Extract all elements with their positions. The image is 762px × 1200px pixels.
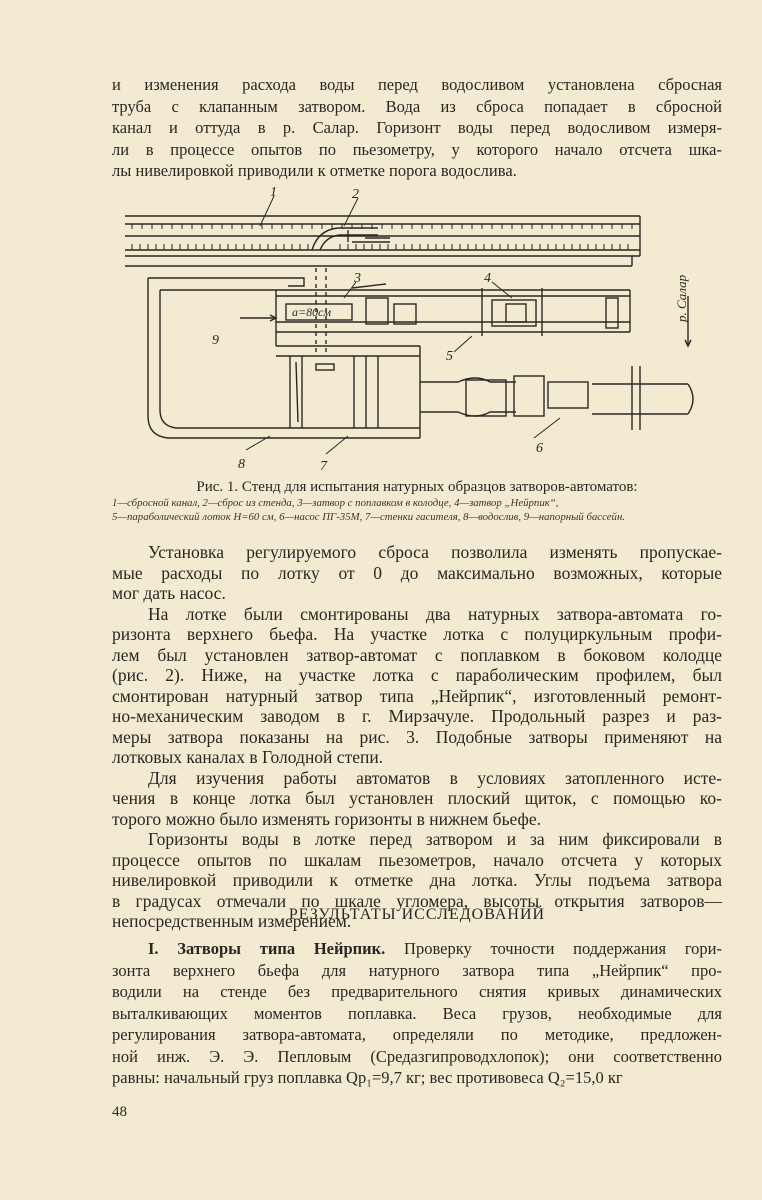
text-line: чения в конце лотка был установлен плоский щиток, с помощью ко- xyxy=(112,788,722,808)
text-line: Установка регулируемого сброса позволила изменять пропускае- xyxy=(148,542,722,562)
label-3: 3 xyxy=(354,271,361,286)
text-line: (рис. 2). Ниже, на участке лотка с параболическим профилем, был xyxy=(112,665,722,685)
body-paragraphs xyxy=(112,542,722,932)
text-line: ли в процессе опытов по пьезометру, у которого начало отсчета шка- xyxy=(112,139,722,159)
text-line: водили на стенде без предварительного снятия кривых динамических xyxy=(112,982,722,1001)
results-paragraph xyxy=(112,938,722,1089)
text-line: лотковых каналах в Голодной степи. xyxy=(112,747,384,767)
legend-line: 5—параболический лоток H=60 см, 6—насос ПГ-35М, 7—стенки гасителя, 8—водослив, 9—напорный бассейн. xyxy=(112,511,625,523)
results-line-start: Проверку точности поддержания гори- xyxy=(385,939,722,958)
figure-legend xyxy=(112,496,722,524)
text-line: непосредственным измерением. xyxy=(112,911,352,931)
label-8: 8 xyxy=(238,457,245,472)
label-4: 4 xyxy=(484,271,491,286)
page-number: 48 xyxy=(112,1104,127,1120)
text-line: лы нивелировкой приводили к отметке порога водослива. xyxy=(112,161,517,180)
text-line: нивелировкой приводили к отметке дна лотка. Углы подъема затвора xyxy=(112,870,722,890)
river-label: р. Салар xyxy=(674,274,689,322)
text-line: равны: начальный груз поплавка Qр₁=9,7 кг; вес противовеса Q₂=15,0 кг xyxy=(112,1068,623,1087)
text-line xyxy=(112,938,722,960)
text-line: но-механическим заводом в г. Мирзачуле. Продольный разрез и раз- xyxy=(112,706,722,726)
text-line: ной инж. Э. Э. Пепловым (Средазгипроводхлопок); они соответственно xyxy=(112,1046,722,1066)
text-line: зонта верхнего бьефа для натурного затвора типа „Нейрпик“ про- xyxy=(112,960,722,980)
text-line: выталкивающих моментов поплавка. Веса грузов, необходимые для xyxy=(112,1003,722,1023)
label-5: 5 xyxy=(446,349,453,364)
text-line: процессе опытов по шкалам пьезометров, начало отсчета у которых xyxy=(112,849,722,870)
test-stand-diagram xyxy=(120,186,720,476)
label-9: 9 xyxy=(212,333,219,348)
legend-line: 1—сбросной канал, 2—сброс из стенда, 3—затвор с поплавком в колодце, 4—затвор „Нейрпик“, xyxy=(112,497,559,509)
label-6: 6 xyxy=(536,441,543,456)
text-line: лем был установлен затвор-автомат с поплавком в боковом колодце xyxy=(112,644,722,665)
results-lead: I. Затворы типа Нейрпик. xyxy=(148,939,386,958)
text-line: канал и оттуда в р. Салар. Горизонт воды перед водосливом измеря- xyxy=(112,118,722,137)
diagram-drawing xyxy=(120,186,720,476)
text-line: мог дать насос. xyxy=(112,583,226,603)
text-line: регулирования затвора-автомата, определяли по методике, предложен- xyxy=(112,1025,722,1044)
width-label: a=80см xyxy=(292,305,332,319)
text-line: мые расходы по лотку от 0 до максимально возможных, которые xyxy=(112,562,722,583)
text-line: Горизонты воды в лотке перед затвором и за ним фиксировали в xyxy=(148,829,722,849)
text-line: смонтирован натурный затвор типа „Нейрпик“, изготовленный ремонт- xyxy=(112,685,722,706)
label-2: 2 xyxy=(352,187,359,202)
text-line: ризонта верхнего бьефа. На участке лотка с полуциркульным профи- xyxy=(112,624,722,644)
figure-caption: Рис. 1. Стенд для испытания натурных образцов затворов-автоматов: xyxy=(196,479,638,495)
label-7: 7 xyxy=(320,459,327,474)
label-1: 1 xyxy=(270,186,277,200)
text-line: торого можно было изменять горизонты в нижнем бьефе. xyxy=(112,808,542,829)
text-line: труба с клапанным затвором. Вода из сброса попадает в сбросной xyxy=(112,96,722,116)
section-heading: РЕЗУЛЬТАТЫ ИССЛЕДОВАНИЙ xyxy=(288,906,546,923)
text-line: в градусах отмечали по шкале угломера, высоты открытия затворов— xyxy=(112,890,722,911)
intro-paragraph xyxy=(112,74,722,182)
text-line: Для изучения работы автоматов в условиях затопленного исте- xyxy=(148,767,722,788)
text-line: меры затвора показаны на рис. 3. Подобные затворы применяют на xyxy=(112,726,722,747)
text-line: и изменения расхода воды перед водосливом установлена сбросная xyxy=(112,75,722,94)
text-line: На лотке были смонтированы два натурных затвора-автомата го- xyxy=(148,603,722,624)
